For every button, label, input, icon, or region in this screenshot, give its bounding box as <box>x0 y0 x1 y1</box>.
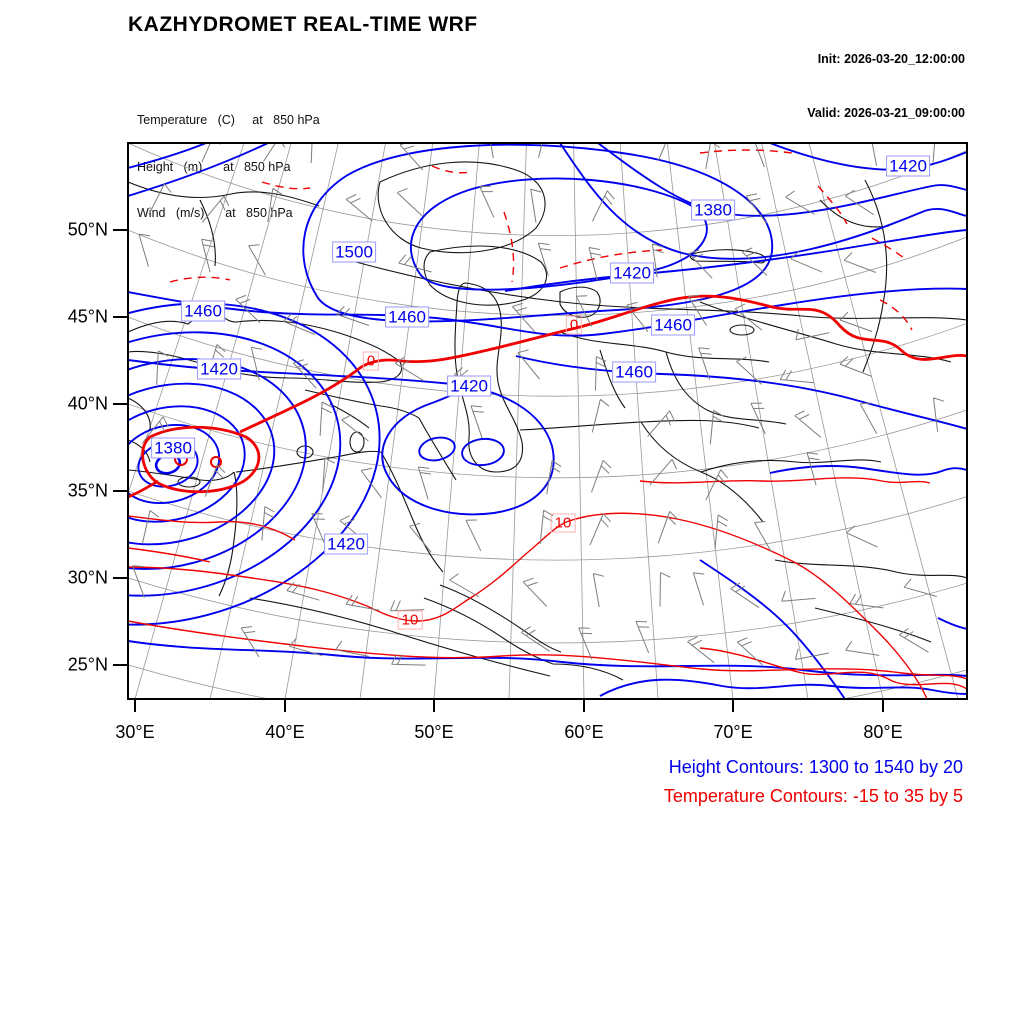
x-axis-label: 50°E <box>414 722 454 742</box>
temperature-contour-legend: Temperature Contours: -15 to 35 by 5 <box>663 786 963 806</box>
x-axis-tick <box>433 700 435 712</box>
x-axis-tick <box>134 700 136 712</box>
parameter-wind: Wind (m/s) at 850 hPa <box>137 206 293 220</box>
lake-urmia <box>350 432 364 452</box>
kazakhstan-north-border <box>356 262 967 320</box>
y-axis-tick <box>113 403 128 405</box>
x-axis-label: 40°E <box>265 722 305 742</box>
height-contour-label: 1420 <box>886 156 930 177</box>
y-axis-tick <box>113 577 128 579</box>
y-axis-label: 25°N <box>67 654 108 675</box>
map-frame <box>128 143 967 699</box>
y-axis-label: 35°N <box>67 480 108 501</box>
south-asia-borders <box>775 560 967 642</box>
y-axis-label: 30°N <box>67 567 108 588</box>
temperature-contours <box>128 150 967 699</box>
country-borders <box>128 159 967 680</box>
height-contour-label: 1500 <box>332 242 376 263</box>
x-axis-label: 70°E <box>713 722 753 742</box>
lake-issyk-kul <box>730 325 754 335</box>
page-title: KAZHYDROMET REAL-TIME WRF <box>128 13 478 36</box>
y-axis-tick <box>113 229 128 231</box>
height-contour-label: 1420 <box>324 534 368 555</box>
init-time: Init: 2026-03-20_12:00:00 <box>817 52 965 66</box>
height-contour-label: 1420 <box>197 359 241 380</box>
x-axis-tick <box>284 700 286 712</box>
height-contour-label: 1460 <box>651 315 695 336</box>
parameter-height: Height (m) at 850 hPa <box>137 159 291 174</box>
temperature-contour-label: 10 <box>398 611 423 630</box>
height-contour-label: 1380 <box>151 438 195 459</box>
x-axis-tick <box>732 700 734 712</box>
iran-iraq-border <box>381 418 456 572</box>
temperature-contour-label: 0 <box>566 316 582 335</box>
y-axis-tick <box>113 664 128 666</box>
height-contour-label: 1460 <box>385 307 429 328</box>
height-contour-label: 1460 <box>181 301 225 322</box>
height-contour-label: 1420 <box>610 263 654 284</box>
contour-1420-ne <box>770 143 967 170</box>
wind-barb-glyphs <box>133 125 946 666</box>
contour-1460-lower <box>516 356 967 429</box>
temperature-contour-label: 10 <box>551 514 576 533</box>
x-axis-label: 80°E <box>863 722 903 742</box>
x-axis-label: 60°E <box>564 722 604 742</box>
x-axis-tick <box>583 700 585 712</box>
wind-barbs <box>133 125 946 666</box>
zero-isotherm <box>240 296 967 432</box>
height-contour-label: 1380 <box>691 200 735 221</box>
x-axis-label: 30°E <box>115 722 155 742</box>
height-contour-label: 1460 <box>612 362 656 383</box>
parameter-temperature: Temperature (C) at 850 hPa <box>137 113 320 127</box>
y-axis-tick <box>113 490 128 492</box>
admin-region-1 <box>378 162 545 253</box>
y-axis-tick <box>113 316 128 318</box>
contour-1380-ne <box>598 143 967 216</box>
x-axis-tick <box>882 700 884 712</box>
y-axis-label: 40°N <box>67 393 108 414</box>
valid-time: Valid: 2026-03-21_09:00:00 <box>807 106 965 120</box>
admin-region-2 <box>424 246 547 305</box>
height-contour-label: 1420 <box>447 376 491 397</box>
temperature-contour-label: 0 <box>363 352 379 371</box>
height-contour-legend: Height Contours: 1300 to 1540 by 20 <box>668 757 963 777</box>
persian-gulf-coast <box>424 585 623 680</box>
y-axis-label: 45°N <box>67 306 108 327</box>
y-axis-label: 50°N <box>67 219 108 240</box>
northwest-borders <box>128 182 319 266</box>
